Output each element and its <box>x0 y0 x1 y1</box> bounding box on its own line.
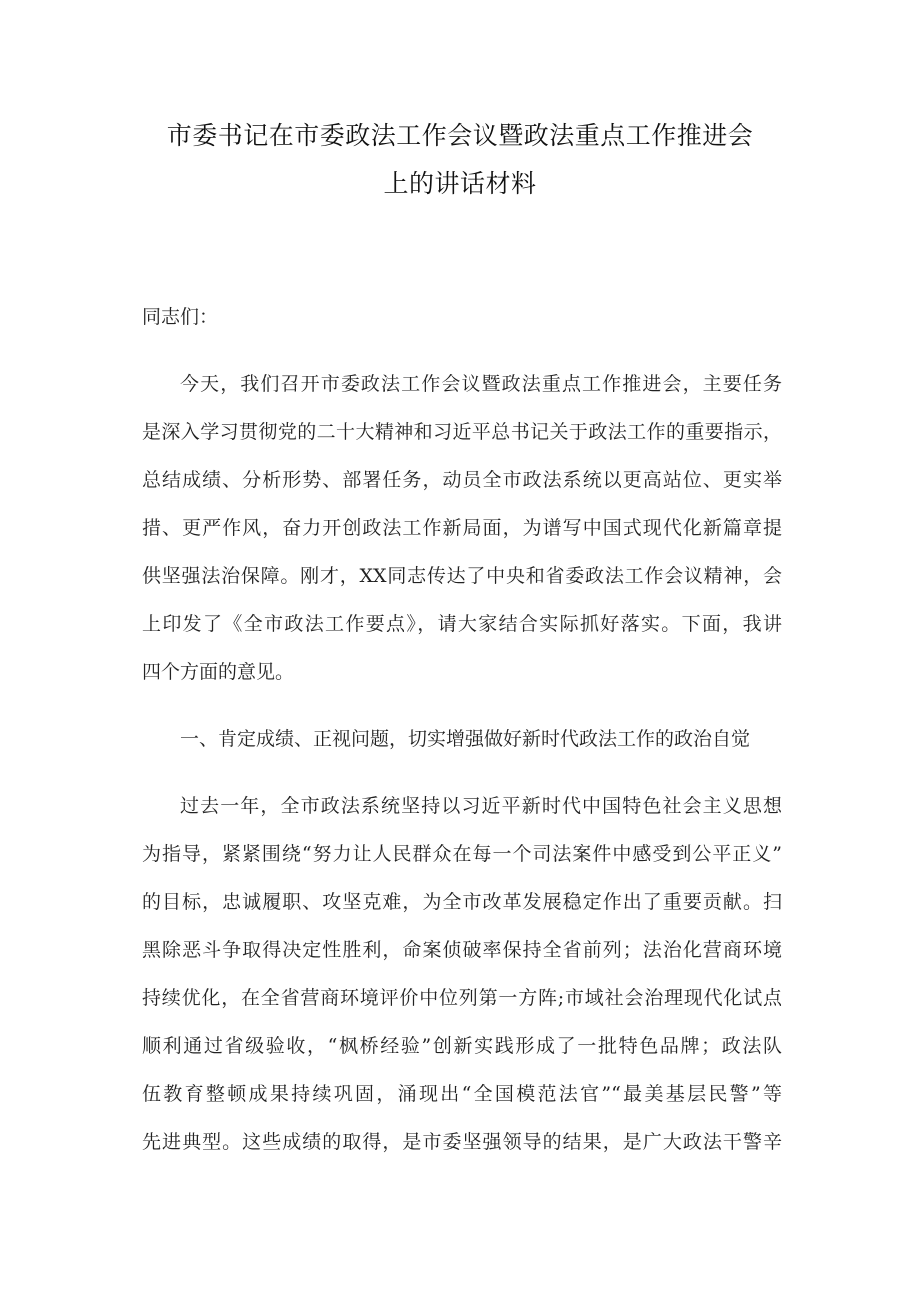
paragraph-intro <box>142 360 782 696</box>
paragraph-line: 供坚强法治保障。刚才，XX同志传达了中央和省委政法工作会议精神，会 <box>142 565 782 587</box>
paragraph-line: 伍教育整顿成果持续巩固，涌现出“全国模范法官”“最美基层民警”等 <box>142 1083 782 1105</box>
paragraph-line: 总结成绩、分析形势、部署任务，动员全市政法系统以更高站位、更实举 <box>142 469 782 491</box>
title-line-1: 市委书记在市委政法工作会议暨政法重点工作推进会 <box>166 121 754 150</box>
paragraph-line: 上印发了《全市政法工作要点》，请大家结合实际抓好落实。下面，我讲 <box>142 613 782 635</box>
document-title <box>120 112 800 208</box>
paragraph-line: 今天，我们召开市委政法工作会议暨政法重点工作推进会，主要任务 <box>180 373 782 395</box>
paragraph-line: 先进典型。这些成绩的取得，是市委坚强领导的结果，是广大政法干警辛 <box>142 1131 782 1153</box>
paragraph-line: 顺利通过省级验收，“枫桥经验”创新实践形成了一批特色品牌；政法队 <box>142 1035 782 1057</box>
salutation: 同志们： <box>142 306 219 328</box>
paragraph-line: 四个方面的意见。 <box>142 661 295 683</box>
paragraph-line: 黑除恶斗争取得决定性胜利，命案侦破率保持全省前列；法治化营商环境 <box>142 939 782 961</box>
paragraph-line: 措、更严作风，奋力开创政法工作新局面，为谱写中国式现代化新篇章提 <box>142 517 782 539</box>
paragraph-achievements <box>142 782 782 1166</box>
paragraph-line: 过去一年，全市政法系统坚持以习近平新时代中国特色社会主义思想 <box>180 795 782 817</box>
paragraph-line: 为指导，紧紧围绕“努力让人民群众在每一个司法案件中感受到公平正义” <box>142 843 782 865</box>
paragraph-line: 持续优化，在全省营商环境评价中位列第一方阵;市域社会治理现代化试点 <box>142 987 782 1009</box>
paragraph-line: 是深入学习贯彻党的二十大精神和习近平总书记关于政法工作的重要指示， <box>142 421 782 443</box>
paragraph-line: 的目标，忠诚履职、攻坚克难，为全市改革发展稳定作出了重要贡献。扫 <box>142 891 782 913</box>
section-heading-1: 一、肯定成绩、正视问题，切实增强做好新时代政法工作的政治自觉 <box>180 728 751 750</box>
title-line-2: 上的讲话材料 <box>383 169 537 198</box>
